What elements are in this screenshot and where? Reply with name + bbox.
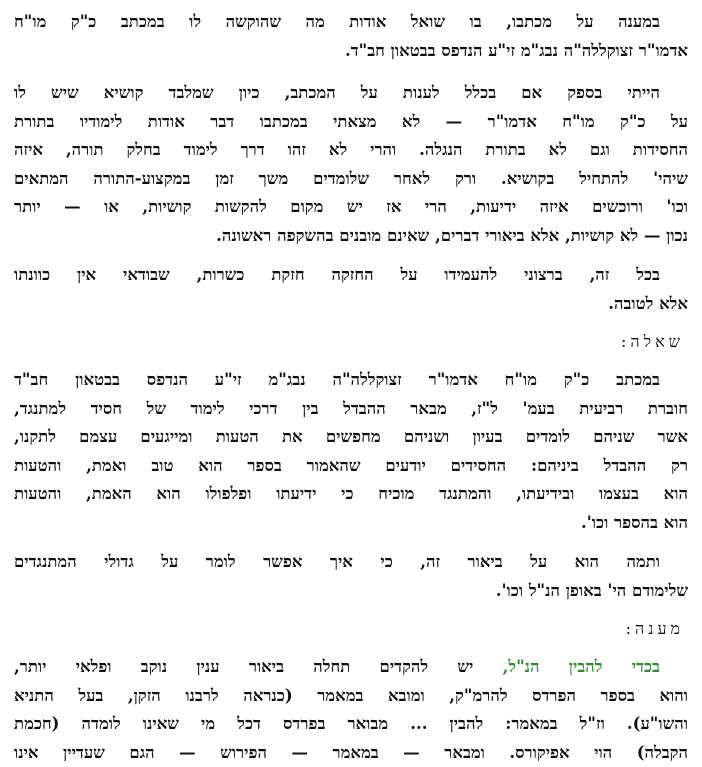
- text-line: והשו"ע). וז"ל במאמר: להבין ... מבואר בפרדס דכל מי שאינו לומדה (חכמת: [14, 710, 688, 739]
- paragraph-question: [14, 366, 688, 537]
- text-line: הקבלה) הוי אפיקורס. ומבאר — במאמר — הפירוש — הגם שעדיין אינו: [14, 739, 688, 767]
- paragraph-intro: [14, 8, 688, 65]
- text-line: נכון — לא קושיות, אלא ביאורי דברים, שאינם מובנים בהשקפה ראשונה.: [14, 222, 688, 251]
- highlighted-phrase: בכדי להבין הנ"ל,: [503, 657, 660, 676]
- heading-question: שאלה:: [14, 329, 688, 355]
- text-line: אדמו"ר זצוקללה"ה נבג"מ זי"ע הנדפס בבטאון חב"ד.: [14, 37, 688, 66]
- text-line: שיהי' להתחיל בקושיא. ורק לאחר שלומדים משך זמן במקצוע-התורה המתאים: [14, 165, 688, 194]
- text-line: החסידות וגם לא בתורת הנגלה. והרי לא זהו דרך לימוד בחלק תורה, איזה: [14, 136, 688, 165]
- text-line: ותמה הוא על ביאור זה, כי איך אפשר לומר על גדולי המתנגדים: [14, 548, 688, 577]
- text-line: במכתב כ"ק מו"ח אדמו"ר זצוקללה"ה נבג"מ זי"ע הנדפס בבטאון חב"ד: [14, 366, 688, 395]
- paragraph-wonder: [14, 548, 688, 605]
- text-line: שלימודם הי' באופן הנ"ל וכו'.: [14, 577, 688, 606]
- heading-answer: מענה:: [14, 616, 688, 642]
- text-fragment: יש להקדים תחלה ביאור ענין נוקב ופלאי יותר,: [14, 657, 503, 676]
- text-line: וכו' ורוכשים איזה ידיעות, הרי אז יש מקום להקשות קושיות, או — יותר: [14, 193, 688, 222]
- text-line: והוא בספר הפרדס להרמ"ק, ומובא במאמר (כנראה לרבנו הזקן, בעל התניא: [14, 682, 688, 711]
- text-line: [14, 653, 688, 682]
- paragraph-doubt: [14, 79, 688, 250]
- text-line: הוא בהספר וכו'.: [14, 509, 688, 538]
- text-line: אשר שניהם לומדים בעיון ושניהם מחפשים את הטעות ומייגעים עצמם לתקנו,: [14, 423, 688, 452]
- text-line: רק ההבדל ביניהם: החסידים יודעים שהאמור בספר הוא טוב ואמת, והטעות: [14, 452, 688, 481]
- text-line: הייתי בספק אם בכלל לענות על המכתב, כיון שמלבד קושיא שיש לו: [14, 79, 688, 108]
- paragraph-answer: [14, 653, 688, 767]
- text-line: אלא לטובה.: [14, 290, 688, 319]
- text-line: הוא בעצמו ובידיעתו, והמתנגד מוכיח כי ידיעתו ופלפולו הוא האמת, והטעות: [14, 480, 688, 509]
- text-line: במענה על מכתבו, בו שואל אודות מה שהוקשה לו במכתב כ"ק מו"ח: [14, 8, 688, 37]
- text-line: חוברת רביעית בעמ' ל"ז, מבאר ההבדל בין דרכי לימוד של חסיד למתנגד,: [14, 395, 688, 424]
- paragraph-good-intent: [14, 261, 688, 318]
- text-line: בכל זה, ברצוני להעמידו על החזקה חזקת כשרות, שבודאי אין כוונתו: [14, 261, 688, 290]
- text-line: על כ"ק מו"ח אדמו"ר — לא מצאתי במכתבו דבר אודות לימודיו בתורת: [14, 108, 688, 137]
